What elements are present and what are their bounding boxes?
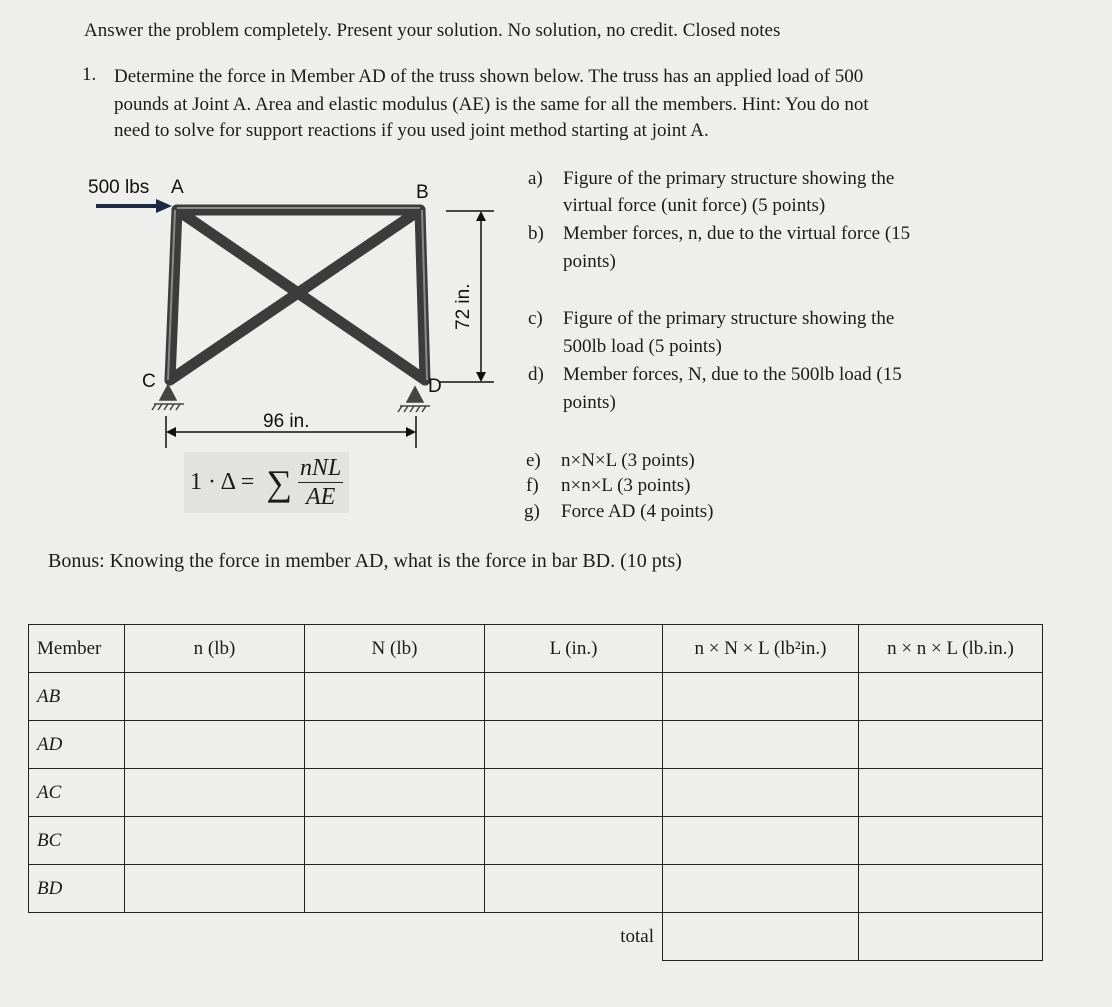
load-label: 500 lbs bbox=[88, 177, 150, 198]
answer-cell[interactable] bbox=[485, 673, 663, 721]
answer-cell[interactable] bbox=[125, 769, 305, 817]
height-dim-label: 72 in. bbox=[453, 283, 474, 330]
answer-cell[interactable] bbox=[485, 721, 663, 769]
answer-cell[interactable] bbox=[859, 865, 1043, 913]
table-row bbox=[29, 817, 1043, 865]
virtual-work-formula bbox=[184, 452, 349, 513]
joint-c-label: C bbox=[142, 371, 156, 392]
answer-cell[interactable] bbox=[663, 817, 859, 865]
answer-cell[interactable] bbox=[859, 769, 1043, 817]
support-c bbox=[152, 385, 184, 410]
answer-cell[interactable] bbox=[663, 721, 859, 769]
answer-cell[interactable] bbox=[485, 817, 663, 865]
answer-cell[interactable] bbox=[125, 817, 305, 865]
answer-cell[interactable] bbox=[663, 673, 859, 721]
answer-cell[interactable] bbox=[859, 721, 1043, 769]
answer-cell[interactable] bbox=[485, 865, 663, 913]
total-nnL-cell[interactable] bbox=[859, 913, 1043, 961]
table-row bbox=[29, 721, 1043, 769]
sigma-symbol: ∑ bbox=[266, 462, 292, 503]
joint-a-label: A bbox=[171, 177, 184, 198]
truss-figure bbox=[80, 168, 510, 448]
table-header-row bbox=[29, 625, 1043, 673]
formula-lhs: 1 · Δ = bbox=[190, 469, 261, 495]
answer-cell[interactable] bbox=[663, 865, 859, 913]
answer-cell[interactable] bbox=[125, 865, 305, 913]
answer-cell[interactable] bbox=[663, 769, 859, 817]
width-dim-label: 96 in. bbox=[263, 411, 310, 432]
member-cell: AB bbox=[29, 673, 125, 721]
header-nNL: n × N × L (lb²in.) bbox=[663, 625, 859, 673]
answer-cell[interactable] bbox=[305, 865, 485, 913]
member-cell: BD bbox=[29, 865, 125, 913]
answer-cell[interactable] bbox=[859, 817, 1043, 865]
member-cell: BC bbox=[29, 817, 125, 865]
problem-line-1: Determine the force in Member AD of the truss shown below. The truss has an applied load of 500 bbox=[114, 66, 864, 87]
answer-cell[interactable] bbox=[305, 769, 485, 817]
table-row bbox=[29, 673, 1043, 721]
table-row bbox=[29, 769, 1043, 817]
total-nNL-cell[interactable] bbox=[663, 913, 859, 961]
answer-cell[interactable] bbox=[125, 673, 305, 721]
problem-line-3: need to solve for support reactions if you used joint method starting at joint A. bbox=[114, 120, 709, 141]
header-L: L (in.) bbox=[485, 625, 663, 673]
member-cell: AD bbox=[29, 721, 125, 769]
answer-cell[interactable] bbox=[859, 673, 1043, 721]
answer-cell[interactable] bbox=[305, 673, 485, 721]
table-row bbox=[29, 865, 1043, 913]
total-row bbox=[29, 913, 1043, 961]
total-label: total bbox=[620, 925, 654, 947]
formula-numerator: nNL bbox=[299, 455, 342, 481]
header-member: Member bbox=[29, 625, 125, 673]
answer-cell[interactable] bbox=[305, 817, 485, 865]
header-N: N (lb) bbox=[305, 625, 485, 673]
formula-denominator: AE bbox=[306, 484, 336, 510]
answer-cell[interactable] bbox=[485, 769, 663, 817]
problem-number: 1. bbox=[82, 64, 97, 85]
answer-table bbox=[28, 624, 1043, 961]
member-cell: AC bbox=[29, 769, 125, 817]
problem-line-2: pounds at Joint A. Area and elastic modulus (AE) is the same for all the members. Hint: You do not bbox=[114, 94, 869, 115]
support-d bbox=[398, 387, 430, 412]
header-n: n (lb) bbox=[125, 625, 305, 673]
answer-cell[interactable] bbox=[305, 721, 485, 769]
joint-b-label: B bbox=[416, 182, 429, 203]
bonus-question: Bonus: Knowing the force in member AD, what is the force in bar BD. (10 pts) bbox=[48, 550, 682, 572]
instructions: Answer the problem completely. Present your solution. No solution, no credit. Closed notes bbox=[84, 20, 781, 41]
joint-d-label: D bbox=[428, 376, 442, 397]
answer-cell[interactable] bbox=[125, 721, 305, 769]
header-nnL: n × n × L (lb.in.) bbox=[859, 625, 1043, 673]
